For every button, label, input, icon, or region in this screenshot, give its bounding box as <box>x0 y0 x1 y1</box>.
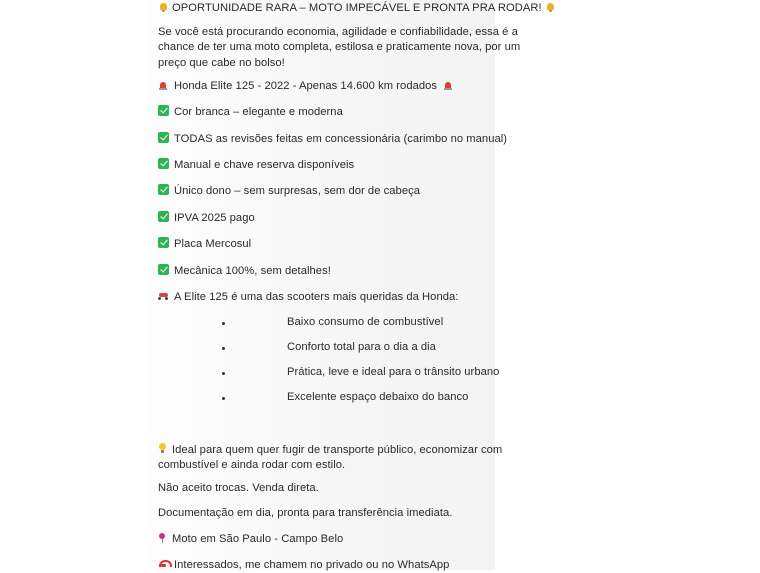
feature-text: Mecânica 100%, sem detalhes! <box>174 265 331 277</box>
check-icon <box>158 184 169 195</box>
scooter-intro-text: A Elite 125 é uma das scooters mais queridas da Honda: <box>174 291 459 303</box>
ideal-for-paragraph <box>158 443 518 474</box>
bell-icon <box>158 2 168 12</box>
feature-item <box>158 211 255 226</box>
feature-text: Manual e chave reserva disponíveis <box>174 159 355 171</box>
contact-text: Interessados, me chamem no privado ou no WhatsApp <box>174 559 450 571</box>
model-text: Honda Elite 125 - 2022 - Apenas 14.600 km rodados <box>174 80 438 92</box>
benefit-item: Conforto total para o dia a dia <box>287 341 436 353</box>
headline-text: OPORTUNIDADE RARA – MOTO IMPECÁVEL E PRONTA PRA RODAR! <box>172 2 542 14</box>
intro-paragraph: Se você está procurando economia, agilidade e confiabilidade, essa é a chance de ter uma moto completa, estilosa e praticamente nova, por um preço que cabe no bolso! <box>158 26 521 69</box>
headline <box>158 1 556 16</box>
contact-line <box>158 558 449 573</box>
feature-text: Cor branca – elegante e moderna <box>174 106 343 118</box>
location-text: Moto em São Paulo - Campo Belo <box>172 533 344 545</box>
benefit-item: Baixo consumo de combustível <box>287 316 444 328</box>
scooter-icon <box>158 291 170 301</box>
check-icon <box>158 211 169 222</box>
check-icon <box>158 158 169 169</box>
lightbulb-icon <box>158 443 167 454</box>
phone-icon <box>158 558 169 569</box>
feature-item <box>158 237 251 252</box>
check-icon <box>158 105 169 116</box>
no-trades-text: Não aceito trocas. Venda direta. <box>158 482 319 494</box>
bell-icon <box>546 2 556 12</box>
feature-text: Placa Mercosul <box>174 238 252 250</box>
bullet-icon <box>222 397 225 400</box>
check-icon <box>158 237 169 248</box>
location-line <box>158 532 343 547</box>
check-icon <box>158 132 169 143</box>
ideal-for-text: Ideal para quem quer fugir de transporte público, economizar com combustível e ainda rodar com estilo. <box>158 444 503 472</box>
feature-item <box>158 132 507 147</box>
benefit-item: Prática, leve e ideal para o trânsito urbano <box>287 366 500 378</box>
feature-text: TODAS as revisões feitas em concessionária (carimbo no manual) <box>174 133 508 145</box>
feature-item <box>158 264 331 279</box>
siren-icon <box>443 80 453 90</box>
feature-item <box>158 105 343 120</box>
pin-icon <box>158 533 167 543</box>
feature-item <box>158 158 354 173</box>
documentation-text: Documentação em dia, pronta para transferência imediata. <box>158 507 453 519</box>
bullet-icon <box>222 372 225 375</box>
scooter-intro <box>158 290 458 305</box>
siren-icon <box>158 80 168 90</box>
bullet-icon <box>222 322 225 325</box>
feature-text: Único dono – sem surpresas, sem dor de cabeça <box>174 185 421 197</box>
feature-item <box>158 184 420 199</box>
model-line <box>158 79 453 94</box>
benefit-item: Excelente espaço debaixo do banco <box>287 391 469 403</box>
bullet-icon <box>222 347 225 350</box>
feature-text: IPVA 2025 pago <box>174 212 255 224</box>
check-icon <box>158 264 169 275</box>
